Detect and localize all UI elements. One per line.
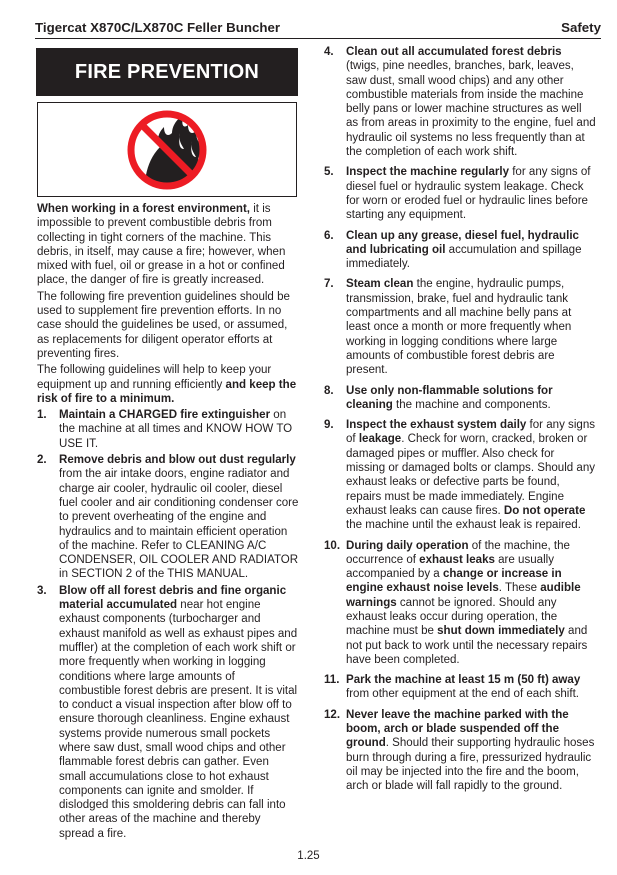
item-body: near hot engine exhaust components (turbocharger and exhaust manifold as well as exhaust pipes and muffler) at the completion of each work shift or more frequently when working in logging conditions where large amounts of combustible forest debris are present. It is vital to conduct a visual inspection after blow off to ensure thorough cleanliness. Engine exhaust systems provide numerous small pockets where saw dust, small wood chips and other flammable forest debris can gather. Even small accumulations close to hot exhaust components can ignite and smolder. If dislodged this smoldering debris can fall into other areas of the machine and thereby spread a fire. [59,599,298,840]
item-emphasis: Never leave the machine parked with the boom, arch or blade suspended off the ground [346,708,569,750]
safety-symbol-box [37,102,297,197]
item-emphasis: Inspect the exhaust system daily [346,419,527,432]
fire-prevention-banner [36,48,298,96]
item-body: for any signs of [346,419,596,446]
intro-lead: When working in a forest environment, [37,203,250,215]
item-emphasis: exhaust leaks [419,553,495,566]
intro-text: The following fire prevention guidelines should be used to supplement fire prevention efforts. In no case should the guidelines be used, or assumed, as replacements for diligent operator efforts at preventing fires. [37,290,290,360]
item-number: 10. [324,539,341,552]
item-emphasis: change or increase in engine exhaust noise levels [346,568,562,595]
item-number: 6. [324,229,334,242]
item-text [59,584,299,841]
page-number: 1.25 [297,850,320,862]
section-title: Safety [561,20,601,35]
item-body: the engine, hydraulic pumps, transmission, brake, fuel and hydraulic tank compartments and all machine belly pans at least once a month or more frequently when working in logging conditions where large amounts of combustible forest debris are present. [346,278,572,377]
banner-title: FIRE PREVENTION [74,60,260,83]
guideline-item [324,708,596,794]
item-emphasis: Blow off all forest debris and fine organic material accumulated [59,584,287,612]
item-text [346,45,596,159]
guideline-item [37,584,299,841]
item-number: 1. [37,409,47,422]
item-number: 5. [324,166,334,179]
item-text [346,673,596,702]
item-emphasis: leakage [358,433,402,446]
item-emphasis: Park the machine at least 15 m (50 ft) away [346,674,581,687]
item-body: from the air intake doors, engine radiator and charge air cooler, hydraulic oil cooler, diesel fuel cooler and air conditioning condenser core to prevent overheating of the engine and hydraulics and to maintain efficient operation of the machine. Refer to CLEANING A/C CONDENSER, OIL COOLER AND RADIATOR in SECTION 2 of the THIS MANUAL. [59,468,299,581]
item-text [346,229,596,272]
guideline-item [324,229,596,272]
intro-text: The following guidelines will help to keep your equipment up and running efficiently [37,364,272,391]
item-emphasis: Remove debris and blow out dust regularly [59,454,296,467]
item-text [346,277,596,377]
item-body: (twigs, pine needles, branches, bark, leaves, saw dust, small wood chips) and any other combustible materials from inside the machine belly pans or lower machine structures as well as from areas in proximity to the engine, fuel and hydraulic oil systems no less frequently than at the completion of each work shift. [346,60,596,159]
guideline-item [37,453,299,582]
item-emphasis: Inspect the machine regularly [346,166,509,179]
intro-paragraph [37,290,299,361]
intro-paragraph [37,363,299,406]
item-emphasis: During daily operation [346,539,469,552]
guideline-item [324,165,596,222]
intro-text: it is impossible to prevent combustible debris from collecting in tight corners of the machine. This debris, in itself, may cause a fire; however, when mixed with fuel, oil or grease in a hot or confined place, the danger of fire is greatly increased. [37,203,286,287]
guideline-item [324,45,596,159]
item-emphasis: Clean up any grease, diesel fuel, hydraulic and lubricating oil [346,229,579,256]
intro-paragraph [37,202,299,288]
item-emphasis: Do not operate [503,504,586,517]
item-body: for any signs of diesel fuel or hydraulic system leakage. Check for worn or eroded fuel or hydraulic lines before starting any equipment. [346,166,591,222]
guideline-item [324,277,596,377]
guideline-item [324,539,596,668]
item-text [59,453,299,582]
item-body: on the machine at all times and KNOW HOW TO USE IT. [59,409,293,450]
item-text [346,708,596,794]
guideline-item [324,418,596,532]
item-number: 4. [324,46,334,58]
item-number: 3. [37,584,47,597]
item-body: . Should their supporting hydraulic hoses burn through during a fire, pressurized hydraulic oil may be injected into the fire and the boom, arch or blade will fall rapidly to the ground. [346,737,595,793]
item-number: 9. [324,419,334,432]
item-body: from other equipment at the end of each shift. [346,688,580,701]
page-header [35,20,601,39]
item-text [346,165,596,222]
item-body: . These [498,582,541,595]
item-body: are usually accompanied by a [346,553,554,581]
left-column [37,202,299,843]
item-text [346,539,596,668]
item-emphasis: Use only non-flammable solutions for cleaning [346,384,553,411]
item-text [59,408,299,451]
item-body: . Check for worn, cracked, broken or damaged pipes or muffler. Also check for missing or damaged bolts or clamps. Should any exhaust leaks or defective parts be found, repairs must be made immediately. Engine exhaust leaks can cause fires. [346,433,596,517]
item-body: the machine and components. [392,398,551,411]
item-body: of the machine, the occurrence of [346,539,570,566]
item-body: and not put back to work until the necessary repairs have been completed. [346,625,588,666]
item-number: 7. [324,278,334,291]
item-emphasis: Steam clean [346,278,414,291]
item-emphasis: audible warnings [346,582,581,609]
item-number: 2. [37,454,47,467]
item-emphasis: Maintain a CHARGED fire extinguisher [59,409,271,422]
item-body: cannot be ignored. Should any exhaust leaks occur during operation, the machine must be [346,596,558,638]
guideline-item [324,384,596,413]
item-number: 8. [324,384,334,397]
item-emphasis: shut down immediately [437,625,565,638]
item-emphasis: Clean out all accumulated forest debris [346,46,562,58]
right-column [324,45,596,800]
document-title: Tigercat X870C/LX870C Feller Buncher [35,20,281,35]
item-text [346,384,596,413]
item-number: 12. [324,708,341,721]
guideline-item [324,673,596,702]
item-body: the machine until the exhaust leak is repaired. [346,519,581,532]
item-body: accumulation and spillage immediately. [346,243,582,271]
guideline-item [37,408,299,451]
item-text [346,418,596,532]
intro-emphasis: and keep the risk of fire to a minimum. [37,378,297,405]
item-number: 11. [324,674,340,687]
no-fire-icon [118,105,216,195]
